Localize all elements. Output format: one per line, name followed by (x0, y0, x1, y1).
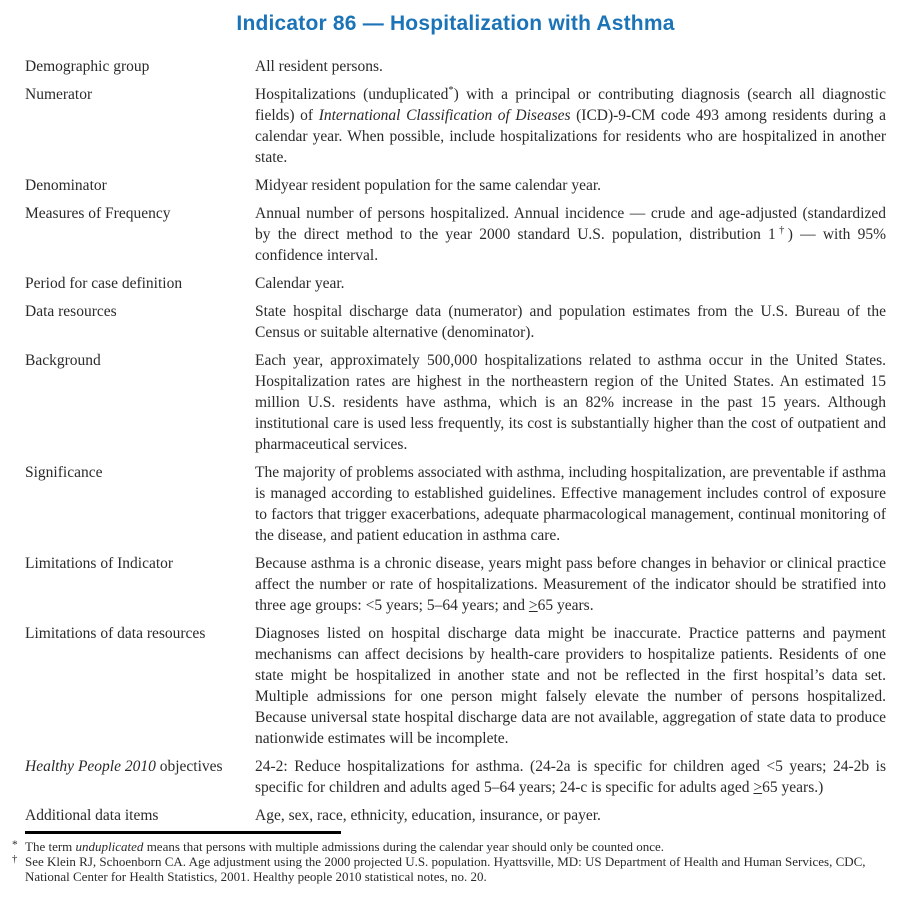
text-segment: Because asthma is a chronic disease, years might pass before changes in behavior or clinical practice affect the number or rate of hospitalizations. Measurement of the indicator should be stratified into three age groups: <5 years; 5–64 years; and (255, 555, 886, 614)
footnote-text (25, 839, 886, 854)
def-row-significance (25, 462, 886, 546)
text-segment: > (753, 779, 763, 796)
text-segment: Demographic group (25, 58, 150, 75)
def-row-content (255, 756, 886, 798)
def-row-label (25, 805, 255, 826)
text-segment: * (448, 84, 454, 96)
text-segment: † (775, 224, 788, 236)
def-row-content (255, 805, 886, 826)
text-segment: The term (25, 839, 76, 854)
text-segment: Diagnoses listed on hospital discharge data might be inaccurate. Practice patterns and payment mechanisms can affect decisions by health-care providers to hospitalize patients. Residents of one state might be hospitalized in another state and not be reflected in the first hospital’s data set. Multiple admissions for one person might falsely elevate the number of persons hospitalized. Because universal state hospital discharge data are not available, aggregation of state data to produce nationwide estimates will be incomplete. (255, 625, 886, 747)
def-row-label (25, 350, 255, 455)
text-segment: Age, sex, race, ethnicity, education, insurance, or payer. (255, 807, 601, 824)
def-row-content (255, 553, 886, 616)
footnote-marker: * (12, 839, 18, 851)
footnote-text (25, 854, 886, 884)
text-segment: (ICD)-9-CM code 493 among residents during a calendar year. When possible, include hospitalizations for residents who are hospitalized in another state. (255, 107, 886, 166)
def-row-limitations-of-indicator (25, 553, 886, 616)
text-segment: Numerator (25, 86, 93, 103)
footnote-marker: † (12, 854, 18, 865)
text-segment: All resident persons. (255, 58, 383, 75)
text-segment: The majority of problems associated with asthma, including hospitalization, are preventable if asthma is managed according to established guidelines. Effective management includes control of exposure to factors that trigger exacerbations, adequate pharmacological management, continual monitoring of the disease, and patient education in asthma care. (255, 464, 887, 544)
def-row-limitations-of-data-resources (25, 623, 886, 749)
text-segment: Annual number of persons hospitalized. Annual incidence — crude and age-adjusted (standardized by the direct method to the year 2000 standard U.S. population, distribution 1 (255, 205, 886, 243)
footnote-2 (12, 854, 886, 884)
def-row-content (255, 273, 886, 294)
text-segment: Additional data items (25, 807, 159, 824)
def-row-background (25, 350, 886, 455)
footnotes (12, 839, 886, 884)
text-segment: > (528, 597, 538, 614)
def-row-label (25, 203, 255, 266)
def-row-label (25, 553, 255, 616)
text-segment: 65 years. (537, 597, 594, 614)
text-segment: unduplicated (75, 839, 144, 854)
text-segment: State hospital discharge data (numerator) and population estimates from the U.S. Bureau of the Census or suitable alternative (denominator). (255, 303, 886, 341)
def-row-label (25, 301, 255, 343)
text-segment: Limitations of data resources (25, 625, 206, 642)
text-segment: See Klein RJ, Schoenborn CA. Age adjustment using the 2000 projected U.S. population. Hyattsville, MD: US Department of Health and Human Services, CDC, National Center for Health Statistics, 2001. Healthy people 2010 statistical notes, no. 20. (25, 854, 866, 884)
text-segment: 24-2: Reduce hospitalizations for asthma. (24-2a is specific for children aged <5 years; 24-2b is specific for children and adults aged 5–64 years; 24-c is specific for adults aged (255, 758, 886, 796)
definition-table (25, 56, 886, 826)
def-row-additional-data-items (25, 805, 886, 826)
text-segment: Denominator (25, 177, 107, 194)
def-row-data-resources (25, 301, 886, 343)
text-segment: 65 years.) (762, 779, 824, 796)
text-segment: Healthy People 2010 (25, 758, 156, 775)
def-row-demographic-group (25, 56, 886, 77)
text-segment: Each year, approximately 500,000 hospitalizations related to asthma occur in the United States. Hospitalization rates are highest in the northeastern region of the United States. An estimated 15 million U.S. residents have asthma, which is an 82% increase in the past 15 years. Although institutional care is used less frequently, its cost is substantially higher than the cost of outpatient and pharmaceutical services. (255, 352, 886, 453)
text-segment: Measures of Frequency (25, 205, 171, 222)
text-segment: Midyear resident population for the same calendar year. (255, 177, 602, 194)
def-row-content (255, 203, 886, 266)
text-segment: objectives (155, 758, 223, 775)
text-segment: Hospitalizations (unduplicated (255, 86, 449, 103)
def-row-healthy-people-2010-objectives (25, 756, 886, 798)
def-row-content (255, 175, 886, 196)
def-row-measures-of-frequency (25, 203, 886, 266)
def-row-numerator (25, 84, 886, 168)
text-segment: Significance (25, 464, 103, 481)
text-segment: Calendar year. (255, 275, 345, 292)
def-row-content (255, 350, 886, 455)
def-row-label (25, 56, 255, 77)
def-row-label (25, 273, 255, 294)
text-segment: Limitations of Indicator (25, 555, 174, 572)
def-row-label (25, 84, 255, 168)
text-segment: ) — with 95% confidence interval. (255, 226, 886, 264)
def-row-label (25, 756, 255, 798)
def-row-content (255, 462, 886, 546)
text-segment: means that persons with multiple admissions during the calendar year should only be counted once. (143, 839, 665, 854)
def-row-label (25, 623, 255, 749)
def-row-content (255, 56, 886, 77)
def-row-content (255, 84, 886, 168)
def-row-denominator (25, 175, 886, 196)
def-row-content (255, 623, 886, 749)
text-segment: Data resources (25, 303, 117, 320)
def-row-content (255, 301, 886, 343)
text-segment: Background (25, 352, 101, 369)
text-segment: ) with a principal or contributing diagnosis (search all diagnostic fields) of (255, 86, 886, 124)
def-row-label (25, 175, 255, 196)
footnote-divider (25, 831, 341, 834)
text-segment: Period for case definition (25, 275, 183, 292)
text-segment: International Classification of Diseases (318, 107, 571, 124)
def-row-period-for-case-definition (25, 273, 886, 294)
footnote-1 (12, 839, 886, 854)
def-row-label (25, 462, 255, 546)
page-title: Indicator 86 — Hospitalization with Asthma (236, 12, 675, 35)
